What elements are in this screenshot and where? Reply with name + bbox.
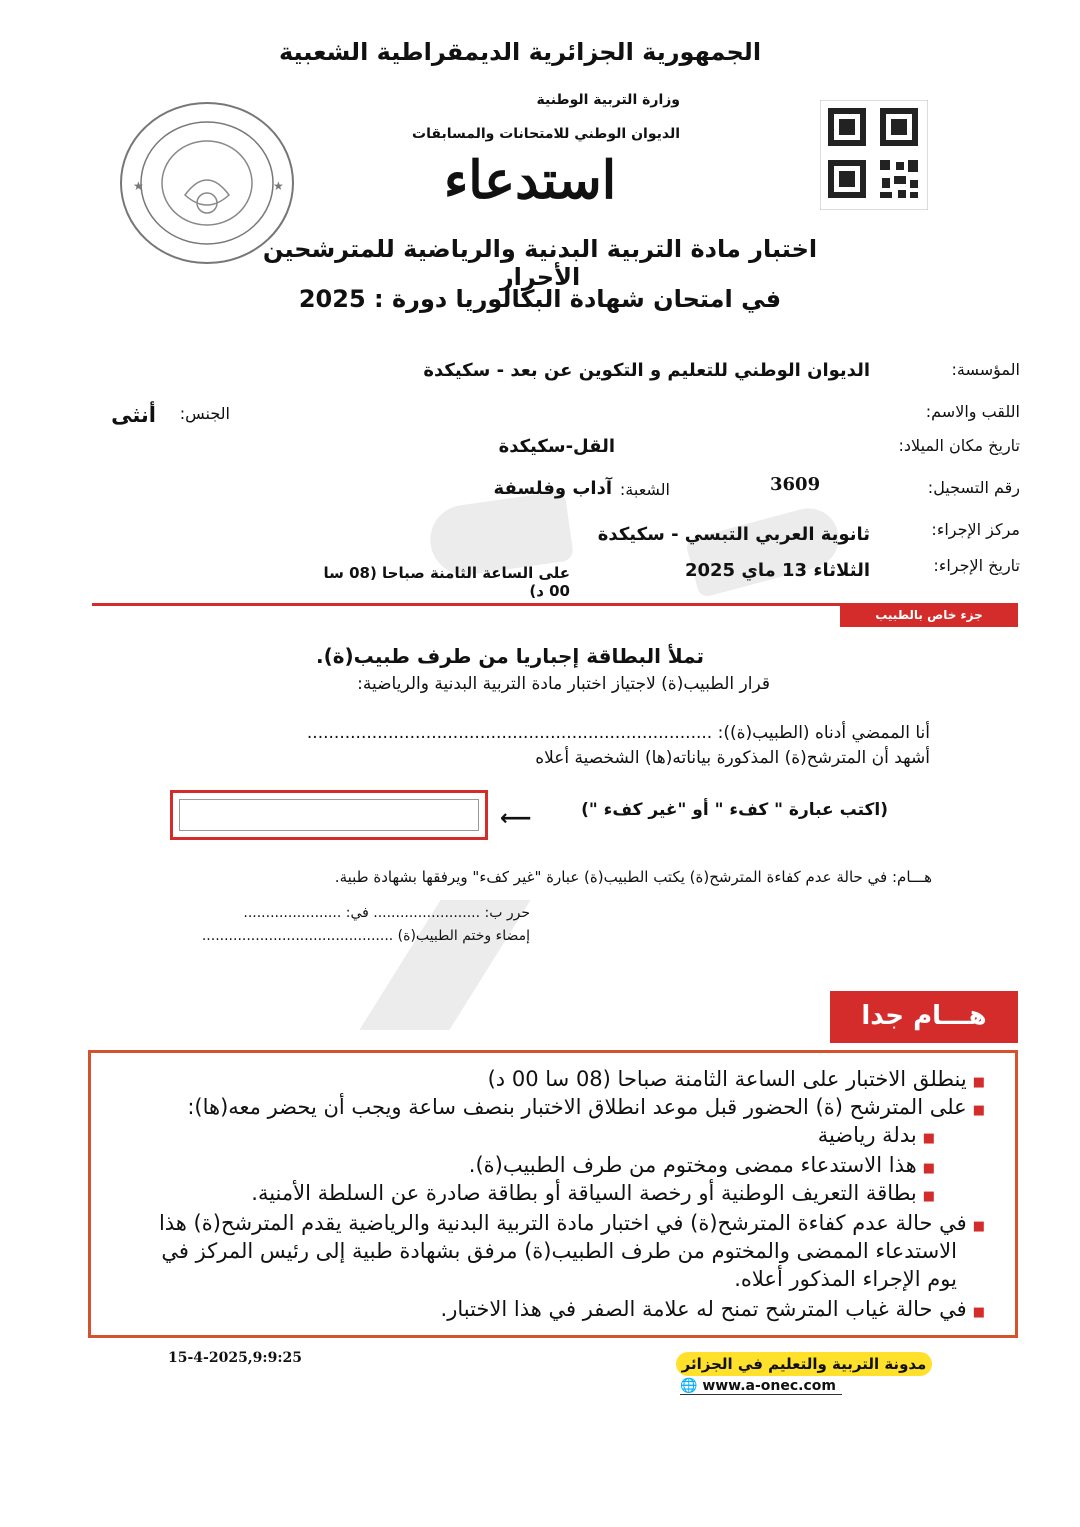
globe-icon: 🌐 — [680, 1378, 698, 1394]
birth-value: القل-سكيكدة — [498, 436, 615, 457]
rules-box — [88, 1050, 1018, 1338]
date-label: تاريخ الإجراء: — [933, 556, 1020, 575]
ministry-name: وزارة التربية الوطنية — [536, 92, 680, 108]
date-value: الثلاثاء 13 ماي 2025 — [684, 560, 870, 581]
important-note: هـــام: في حالة عدم كفاءة المترشح(ة) يكتب الطبيب(ة) عبارة "غير كفء" ويرفقها بشهادة طبية. — [334, 868, 932, 886]
write-instruction: (اكتب عبارة " كفء " أو "غير كفء ") — [581, 800, 888, 820]
rule-item: ■ينطلق الاختبار على الساعة الثامنة صباحا (08 سا 00 د) — [487, 1067, 985, 1091]
rule-subitem: ■بدلة رياضية — [817, 1123, 935, 1147]
rule-subitem: ■بطاقة التعريف الوطنية أو رخصة السياقة أو بطاقة صادرة عن السلطة الأمنية. — [251, 1181, 935, 1205]
rule-item: ■على المترشح (ة) الحضور قبل موعد انطلاق الاختبار بنصف ساعة ويجب أن يحضر معه(ها): — [187, 1095, 985, 1119]
svg-text:★: ★ — [273, 179, 284, 193]
doctor-signer-line: أنا الممضي أدناه (الطبيب(ة)): ........................................................................... — [306, 723, 930, 743]
registration-value: 3609 — [770, 474, 821, 495]
birth-label: تاريخ مكان الميلاد: — [898, 436, 1020, 455]
center-label: مركز الإجراء: — [931, 520, 1020, 539]
institution-value: الديوان الوطني للتعليم و التكوين عن بعد - سكيكدة — [423, 360, 870, 381]
branch-value: آداب وفلسفة — [493, 478, 612, 499]
bullet-icon: ■ — [922, 1131, 935, 1146]
rule-item: ■في حالة غياب المترشح تمنح له علامة الصفر في هذا الاختبار. — [440, 1297, 985, 1321]
doctor-decision: قرار الطبيب(ة) لاجتياز اختبار مادة التربية البدنية والرياضية: — [357, 674, 770, 694]
fitness-answer-box[interactable] — [170, 790, 488, 840]
fitness-answer-field[interactable] — [179, 799, 479, 831]
institution-label: المؤسسة: — [951, 360, 1020, 379]
branch-label: الشعبة: — [619, 480, 670, 499]
doctor-attest-line: أشهد أن المترشح(ة) المذكورة بياناته(ها) الشخصية أعلاه — [535, 748, 930, 768]
gender-label: الجنس: — [179, 404, 230, 423]
rule-continuation: الاستدعاء الممضى والمختوم من طرف الطبيب(ة) مرفق بشهادة طبية إلى رئيس المركز في — [161, 1239, 957, 1263]
watermark-shape — [685, 502, 845, 599]
doctor-signature-line: إمضاء وختم الطبيب(ة) ........................................... — [201, 928, 530, 944]
session-title: في امتحان شهادة البكالوريا دورة : 2025 — [298, 285, 782, 313]
blog-name-badge: مدونة التربية والتعليم في الجزائر — [676, 1352, 932, 1376]
gender-value: أنثى — [111, 403, 156, 427]
print-timestamp: 15-4-2025,9:9:25 — [168, 1350, 302, 1366]
name-label: اللقب والاسم: — [925, 402, 1020, 421]
arrow-left-icon: ⟵ — [500, 806, 532, 831]
convocation-title: استدعاء — [443, 150, 617, 211]
registration-label: رقم التسجيل: — [927, 478, 1020, 497]
office-name: الديوان الوطني للامتحانات والمسابقات — [412, 126, 680, 142]
time-value: على الساعة الثامنة صباحا (08 سا 00 د) — [323, 564, 570, 600]
bullet-icon: ■ — [922, 1161, 935, 1176]
rule-continuation: يوم الإجراء المذكور أعلاه. — [734, 1267, 957, 1291]
doctor-fill-title: تملأ البطاقة إجباريا من طرف طبيب(ة). — [315, 644, 705, 668]
bullet-icon: ■ — [972, 1103, 985, 1118]
center-value: ثانوية العربي التبسي - سكيكدة — [597, 524, 870, 545]
bullet-icon: ■ — [972, 1219, 985, 1234]
doctor-section-tag: جزء خاص بالطبيب — [840, 603, 1018, 627]
republic-title: الجمهورية الجزائرية الديمقراطية الشعبية — [278, 38, 762, 66]
rule-item: ■في حالة عدم كفاءة المترشح(ة) في اختبار مادة التربية البدنية والرياضية يقدم المترشح(ة) هذا — [158, 1211, 985, 1235]
svg-text:★: ★ — [133, 179, 144, 193]
issued-at-line: حرر ب: ........................ في: ...................... — [243, 905, 530, 921]
very-important-heading: هـــام جدا — [830, 991, 1018, 1043]
bullet-icon: ■ — [972, 1305, 985, 1320]
qr-codes — [820, 100, 928, 210]
bullet-icon: ■ — [972, 1075, 985, 1090]
exam-title: اختبار مادة التربية البدنية والرياضية للمترشحين الأحرار — [262, 235, 818, 291]
official-seal — [115, 95, 300, 270]
rule-subitem: ■هذا الاستدعاء ممضى ومختوم من طرف الطبيب(ة). — [468, 1153, 935, 1177]
blog-url[interactable]: 🌐 www.a-onec.com — [680, 1378, 842, 1395]
bullet-icon: ■ — [922, 1189, 935, 1204]
